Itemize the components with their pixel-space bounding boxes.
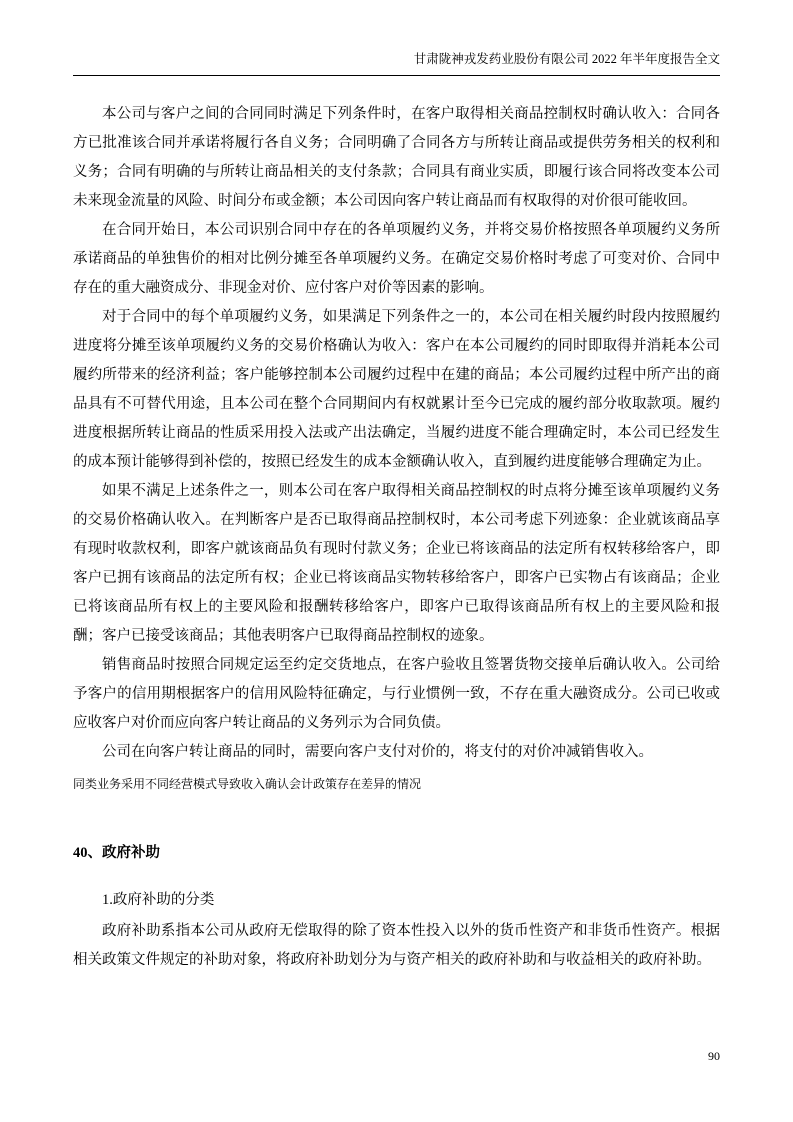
note-business-model: 同类业务采用不同经营模式导致收入确认会计政策存在差异的情况 [73,777,422,791]
subsection-heading-classification: 1.政府补助的分类 [102,892,215,908]
report-title: 甘肃陇神戎发药业股份有限公司 2022 年半年度报告全文 [413,52,720,66]
paragraph-revenue-conditions: 本公司与客户之间的合同同时满足下列条件时，在客户取得相关商品控制权时确认收入：合同各方已批准该合同并承诺将履行各自义务；合同明确了合同各方与所转让商品或提供劳务相关的权利和义务；合同有明确的与所转让商品相关的支付条款；合同具有商业实质，即履行该合同将改变本公司未来现金流量的风险、时间分布或金额；本公司因向客户转让商品而有权取得的对价很可能收回。 [73,106,720,209]
section-heading-government-subsidy: 40、政府补助 [73,845,160,861]
page-footer [708,1049,720,1064]
paragraph-performance-obligations: 对于合同中的每个单项履约义务，如果满足下列条件之一的，本公司在相关履约时段内按照履约进度将分摊至该单项履约义务的交易价格确认为收入：客户在本公司履约的同时即取得并消耗本公司履约所带来的经济利益；客户能够控制本公司履约过程中在建的商品；本公司履约过程中所产出的商品具有不可替代用途，且本公司在整个合同期间内有权就累计至今已完成的履约部分收取款项。履约进度根据所转让商品的性质采用投入法或产出法确定，当履约进度不能合理确定时，本公司已经发生的成本预计能够得到补偿的，按照已经发生的成本金额确认收入，直到履约进度能够合理确定为止。 [73,309,720,470]
paragraph-sales-recognition: 销售商品时按照合同规定运至约定交货地点，在客户验收且签署货物交接单后确认收入。公司给予客户的信用期根据客户的信用风险特征确定，与行业惯例一致，不存在重大融资成分。公司已收或应收客户对价而应向客户转让商品的义务列示为合同负债。 [73,657,720,731]
page-number: 90 [708,1049,720,1063]
document-content [73,76,720,975]
paragraph-consideration-payable: 公司在向客户转让商品的同时，需要向客户支付对价的，将支付的对价冲减销售收入。 [102,744,653,760]
paragraph-subsidy-definition: 政府补助系指本公司从政府无偿取得的除了资本性投入以外的货币性资产和非货币性资产。根据相关政策文件规定的补助对象，将政府补助划分为与资产相关的政府补助和与收益相关的政府补助。 [73,923,720,968]
page-header [73,50,720,76]
paragraph-control-transfer: 如果不满足上述条件之一，则本公司在客户取得相关商品控制权的时点将分摊至该单项履约义务的交易价格确认收入。在判断客户是否已取得商品控制权时，本公司考虑下列迹象：企业就该商品享有现时收款权利，即客户就该商品负有现时付款义务；企业已将该商品的法定所有权转移给客户，即客户已拥有该商品的法定所有权；企业已将该商品实物转移给客户，即客户已实物占有该商品；企业已将该商品所有权上的主要风险和报酬转移给客户，即客户已取得该商品所有权上的主要风险和报酬；客户已接受该商品；其他表明客户已取得商品控制权的迹象。 [73,483,720,644]
paragraph-contract-start: 在合同开始日，本公司识别合同中存在的各单项履约义务，并将交易价格按照各单项履约义务所承诺商品的单独售价的相对比例分摊至各单项履约义务。在确定交易价格时考虑了可变对价、合同中存在的重大融资成分、非现金对价、应付客户对价等因素的影响。 [73,222,720,296]
